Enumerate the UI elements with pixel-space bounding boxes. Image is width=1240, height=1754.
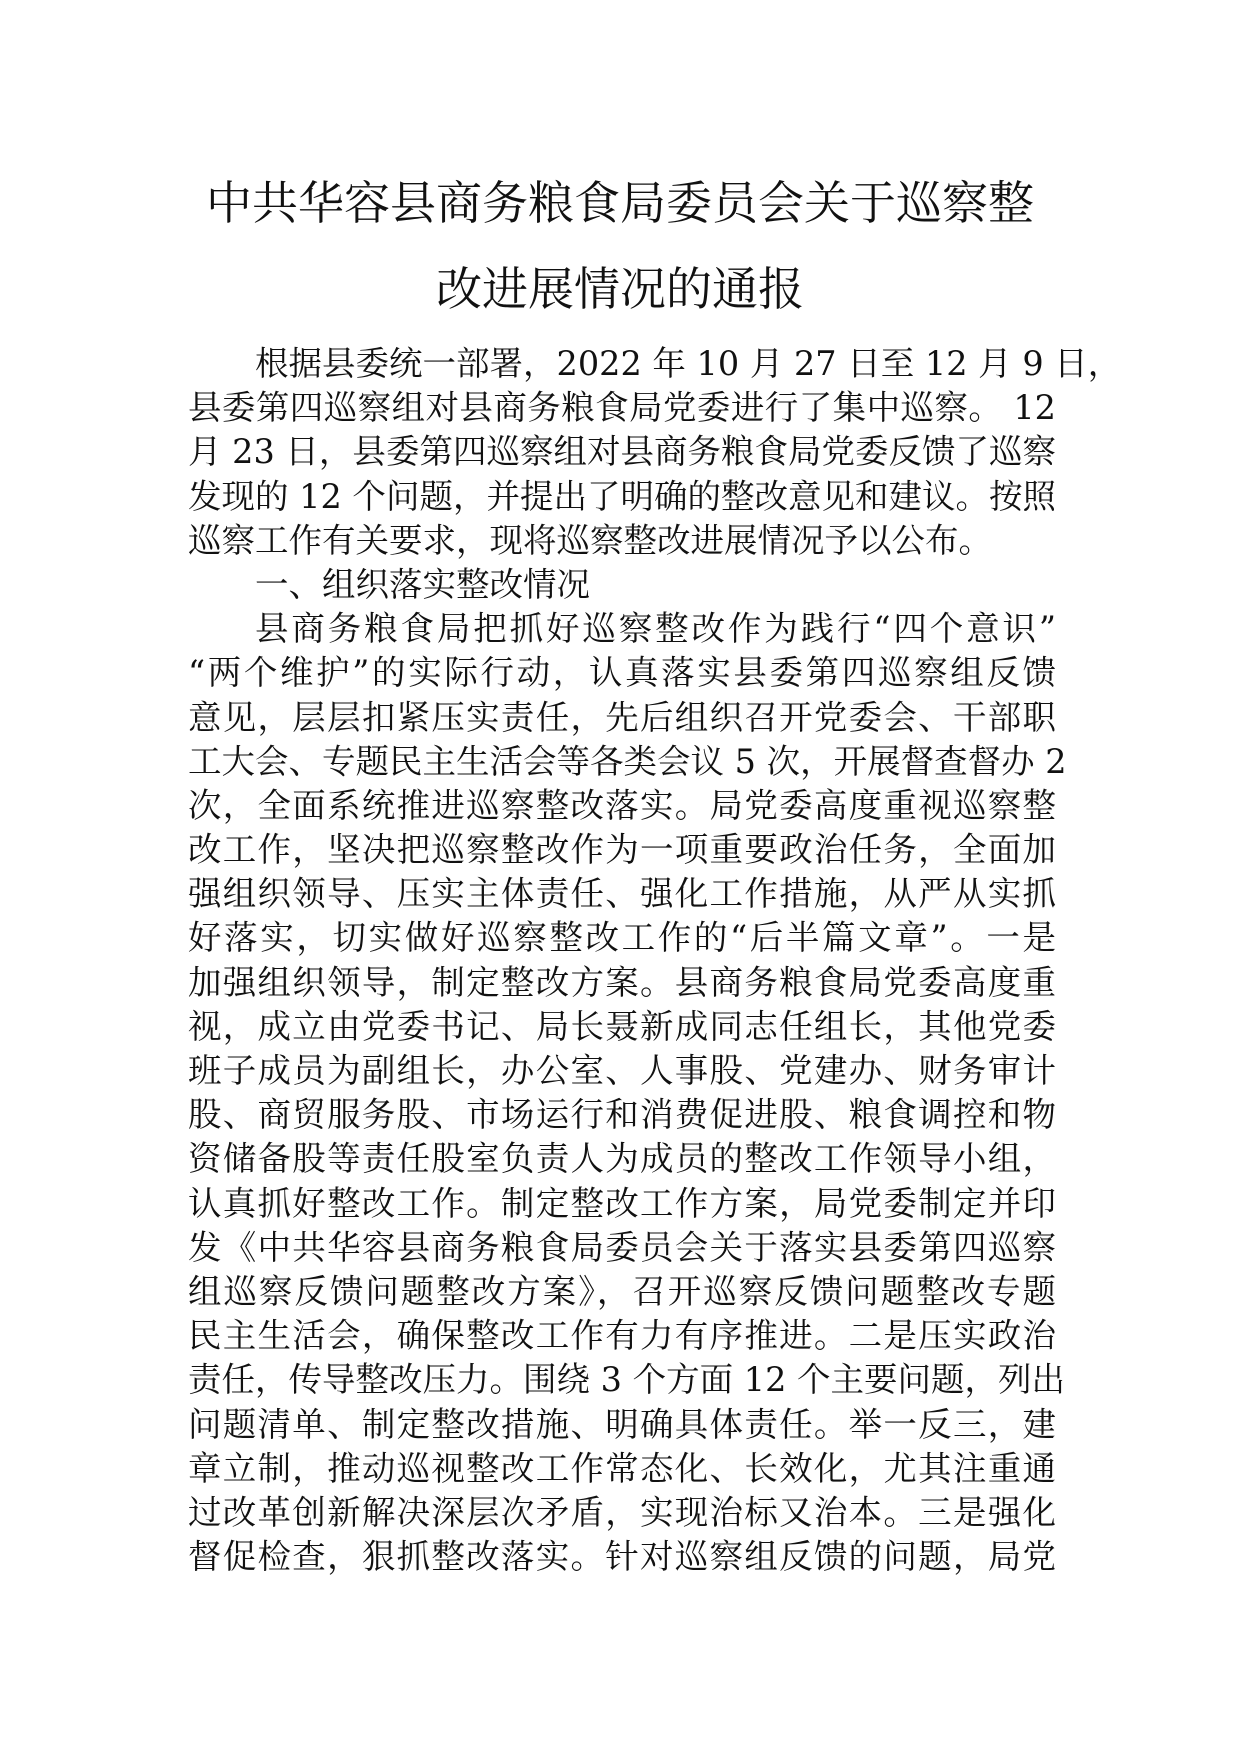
paragraph-2-line: 认真抓好整改工作。制定整改工作方案，局党委制定并印: [188, 1183, 1056, 1223]
document-title-line-1: 中共华容县商务粮食局委员会关于巡察整: [206, 176, 1034, 230]
paragraph-2-line: 视，成立由党委书记、局长聂新成同志任组长，其他党委: [188, 1006, 1056, 1046]
paragraph-2-line: 民主生活会，确保整改工作有力有序推进。二是压实政治: [188, 1316, 1056, 1356]
paragraph-1-line: 县委第四巡察组对县商务粮食局党委进行了集中巡察。 12: [188, 388, 1056, 428]
paragraph-2-line: 发《中共华容县商务粮食局委员会关于落实县委第四巡察: [188, 1227, 1056, 1267]
document-body: [188, 342, 1122, 1579]
paragraph-2-line: 次，全面系统推进巡察整改落实。局党委高度重视巡察整: [188, 785, 1056, 825]
paragraph-1-line: 发现的 12 个问题，并提出了明确的整改意见和建议。按照: [188, 476, 1056, 516]
paragraph-2-line: 章立制，推动巡视整改工作常态化、长效化，尤其注重通: [188, 1448, 1056, 1488]
paragraph-2-line: 过改革创新解决深层次矛盾，实现治标又治本。三是强化: [188, 1492, 1056, 1532]
paragraph-2-line: 县商务粮食局把抓好巡察整改作为践行“四个意识”: [255, 609, 1056, 649]
paragraph-2-line: 加强组织领导，制定整改方案。县商务粮食局党委高度重: [188, 962, 1056, 1002]
paragraph-2-line: 资储备股等责任股室负责人为成员的整改工作领导小组，: [188, 1139, 1056, 1179]
paragraph-2-line: 督促检查，狠抓整改落实。针对巡察组反馈的问题，局党: [188, 1537, 1056, 1577]
paragraph-1-line: 月 23 日，县委第四巡察组对县商务粮食局党委反馈了巡察: [188, 432, 1056, 472]
paragraph-2-line: 股、商贸服务股、市场运行和消费促进股、粮食调控和物: [188, 1095, 1056, 1135]
paragraph-2-line: 组巡察反馈问题整改方案》，召开巡察反馈问题整改专题: [188, 1271, 1056, 1311]
paragraph-2-line: 好落实，切实做好巡察整改工作的“后半篇文章”。一是: [188, 918, 1056, 958]
section-heading: 一、组织落实整改情况: [255, 564, 590, 604]
document-title-line-2: 改进展情况的通报: [436, 262, 804, 316]
paragraph-2-line: 责任，传导整改压力。围绕 3 个方面 12 个主要问题，列出: [188, 1360, 1066, 1400]
paragraph-2-line: 工大会、专题民主生活会等各类会议 5 次，开展督查督办 2: [188, 741, 1067, 781]
paragraph-1-line: 根据县委统一部署，2022 年 10 月 27 日至 12 月 9 日，: [255, 344, 1122, 383]
paragraph-2-line: 班子成员为副组长，办公室、人事股、党建办、财务审计: [188, 1051, 1056, 1090]
paragraph-2-line: 意见，层层扣紧压实责任，先后组织召开党委会、干部职: [188, 697, 1056, 737]
paragraph-1-line: 巡察工作有关要求，现将巡察整改进展情况予以公布。: [188, 520, 992, 560]
paragraph-2-line: 问题清单、制定整改措施、明确具体责任。举一反三，建: [188, 1404, 1056, 1444]
paragraph-2-line: “两个维护”的实际行动，认真落实县委第四巡察组反馈: [188, 653, 1056, 693]
paragraph-2-line: 改工作，坚决把巡察整改作为一项重要政治任务，全面加: [188, 830, 1056, 870]
paragraph-2-line: 强组织领导、压实主体责任、强化工作措施，从严从实抓: [188, 874, 1056, 914]
